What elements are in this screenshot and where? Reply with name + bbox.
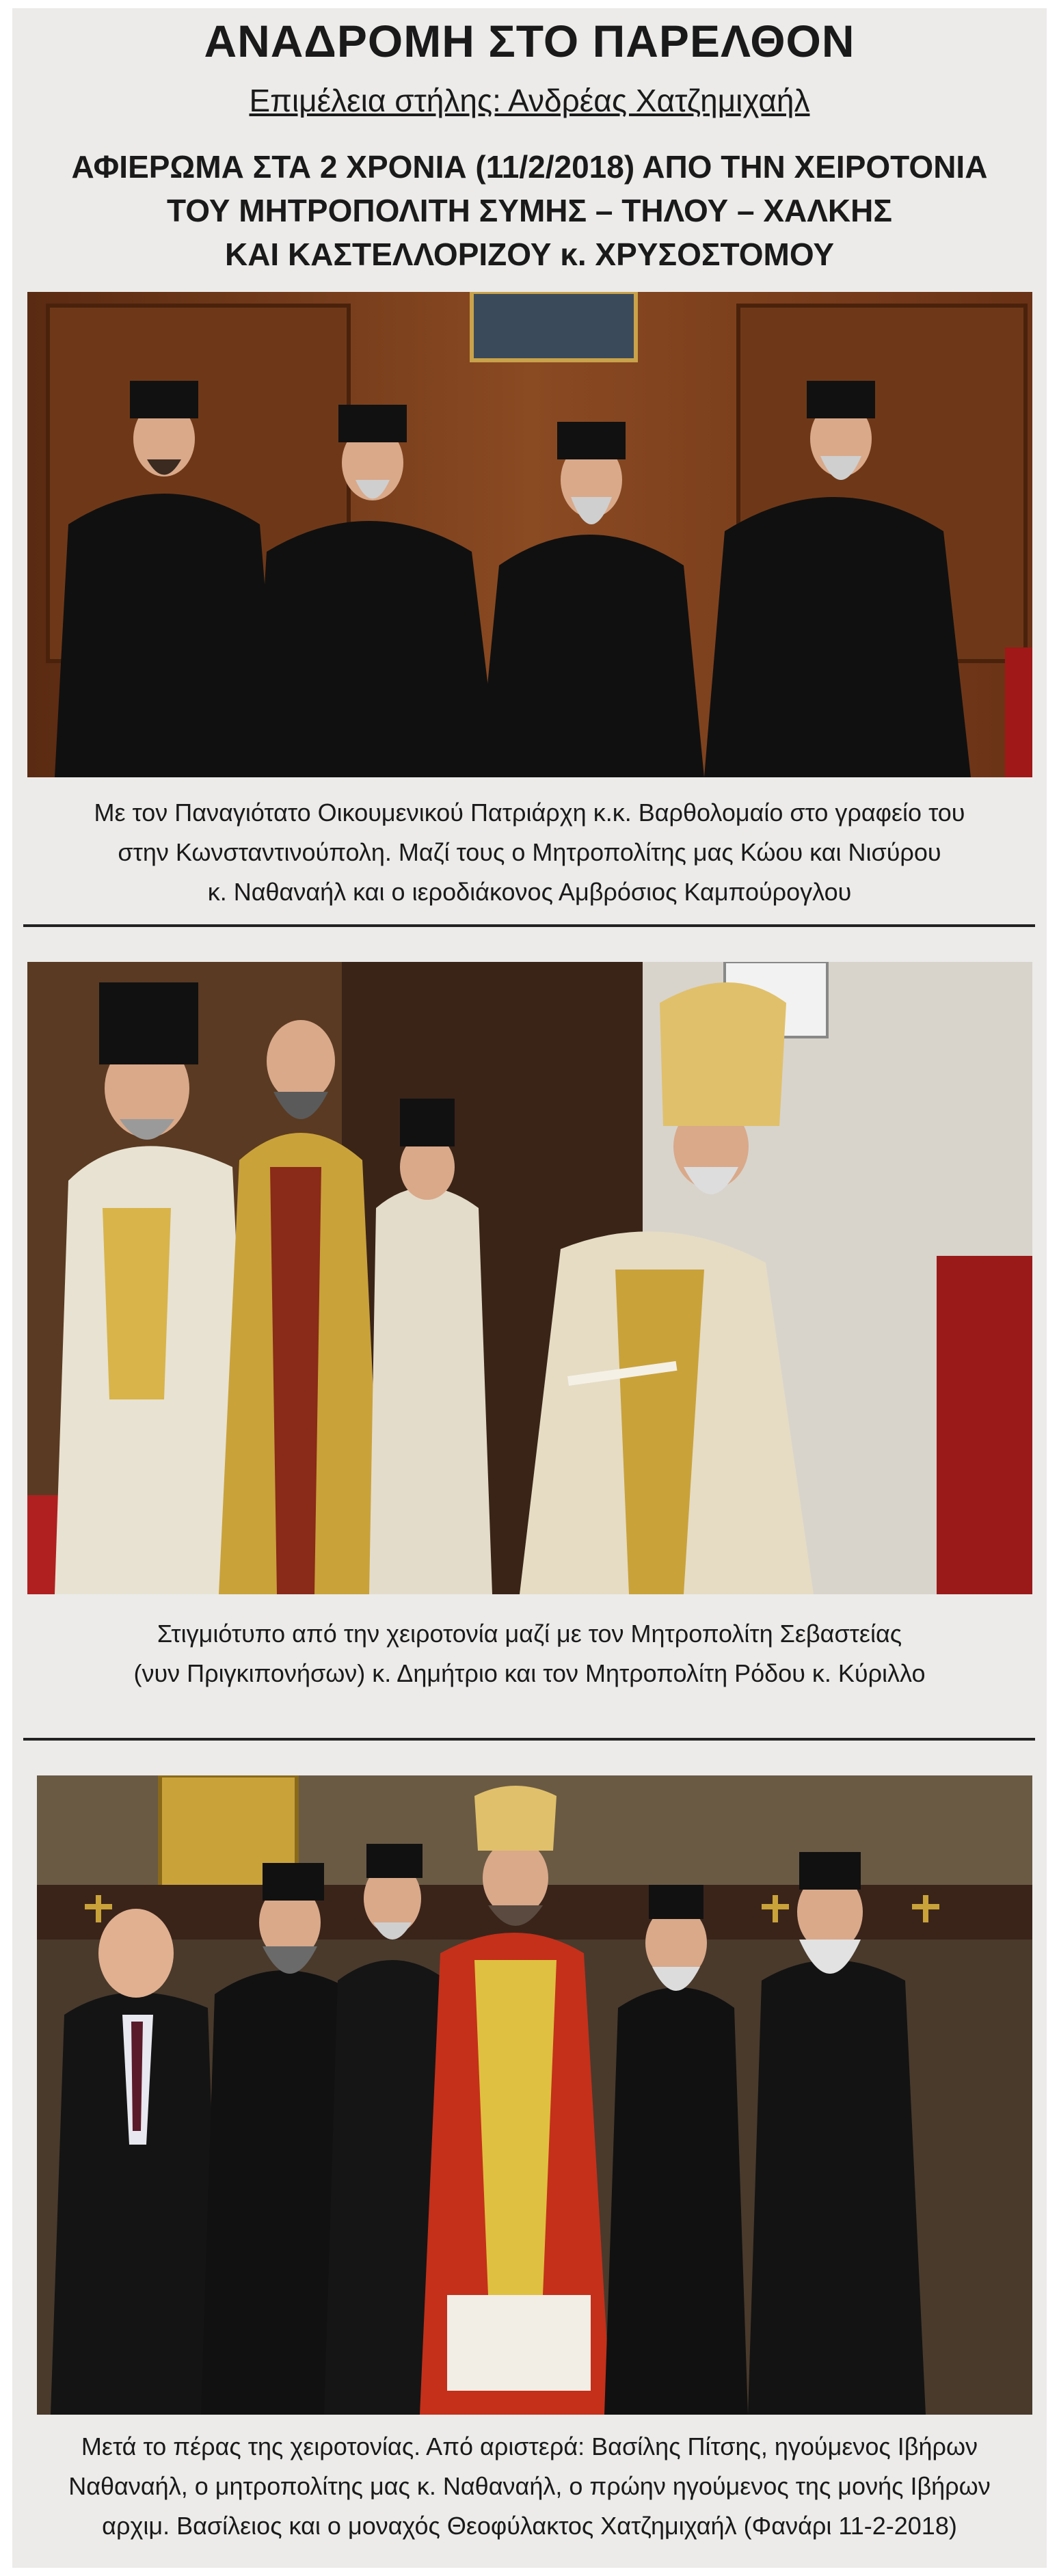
headline-line-1: ΑΦΙΕΡΩΜΑ ΣΤΑ 2 ΧΡΟΝΙΑ (11/2/2018) ΑΠΟ ΤΗΝ ΧΕΙΡΟΤΟΝΙΑ xyxy=(71,149,988,185)
article-headline xyxy=(12,145,1047,276)
caption-1-line-1: Με τον Παναγιότατο Οικουμενικού Πατριάρχη κ.κ. Βαρθολομαίο στο γραφείο του xyxy=(94,799,965,827)
caption-1-line-3: κ. Ναθαναήλ και ο ιεροδιάκονος Αμβρόσιος Καμπούρογλου xyxy=(207,878,852,906)
caption-2-line-1: Στιγμιότυπο από την χειροτονία μαζί με τον Μητροπολίτη Σεβαστείας xyxy=(157,1620,902,1648)
column-title: ΑΝΑΔΡΟΜΗ ΣΤΟ ΠΑΡΕΛΘΟΝ xyxy=(204,16,855,66)
section-divider-2 xyxy=(23,1738,1035,1741)
headline-line-2: ΤΟΥ ΜΗΤΡΟΠΟΛΙΤΗ ΣΥΜΗΣ – ΤΗΛΟΥ – ΧΑΛΚΗΣ xyxy=(167,193,892,228)
caption-3-line-1: Μετά το πέρας της χειροτονίας. Από αριστερά: Βασίλης Πίτσης, ηγούμενος Ιβήρων xyxy=(81,2432,978,2460)
caption-photo-2 xyxy=(12,1614,1047,1693)
caption-photo-1 xyxy=(12,793,1047,912)
column-editor: Επιμέλεια στήλης: Ανδρέας Χατζημιχαήλ xyxy=(249,83,810,118)
caption-3-line-2: Ναθαναήλ, ο μητροπολίτης μας κ. Ναθαναήλ, ο πρώην ηγούμενος της μονής Ιβήρων xyxy=(68,2472,991,2500)
photo-after-ordination-group xyxy=(37,1775,1032,2415)
headline-line-3: ΚΑΙ ΚΑΣΤΕΛΛΟΡΙΖΟΥ κ. ΧΡΥΣΟΣΤΟΜΟΥ xyxy=(224,237,835,272)
caption-3-line-3: αρχιμ. Βασίλειος και ο μοναχός Θεοφύλακτος Χατζημιχαήλ (Φανάρι 11-2-2018) xyxy=(102,2512,957,2540)
photo-patriarch-office xyxy=(27,292,1032,777)
photo-ordination-moment xyxy=(27,962,1032,1594)
caption-2-line-2: (νυν Πριγκιπονήσων) κ. Δημήτριο και τον Μητροπολίτη Ρόδου κ. Κύριλλο xyxy=(133,1659,926,1687)
section-divider-1 xyxy=(23,924,1035,927)
caption-photo-3 xyxy=(12,2427,1047,2546)
caption-1-line-2: στην Κωνσταντινούπολη. Μαζί τους ο Μητροπολίτης μας Κώου και Νισύρου xyxy=(118,838,941,866)
newspaper-page xyxy=(12,8,1047,2568)
